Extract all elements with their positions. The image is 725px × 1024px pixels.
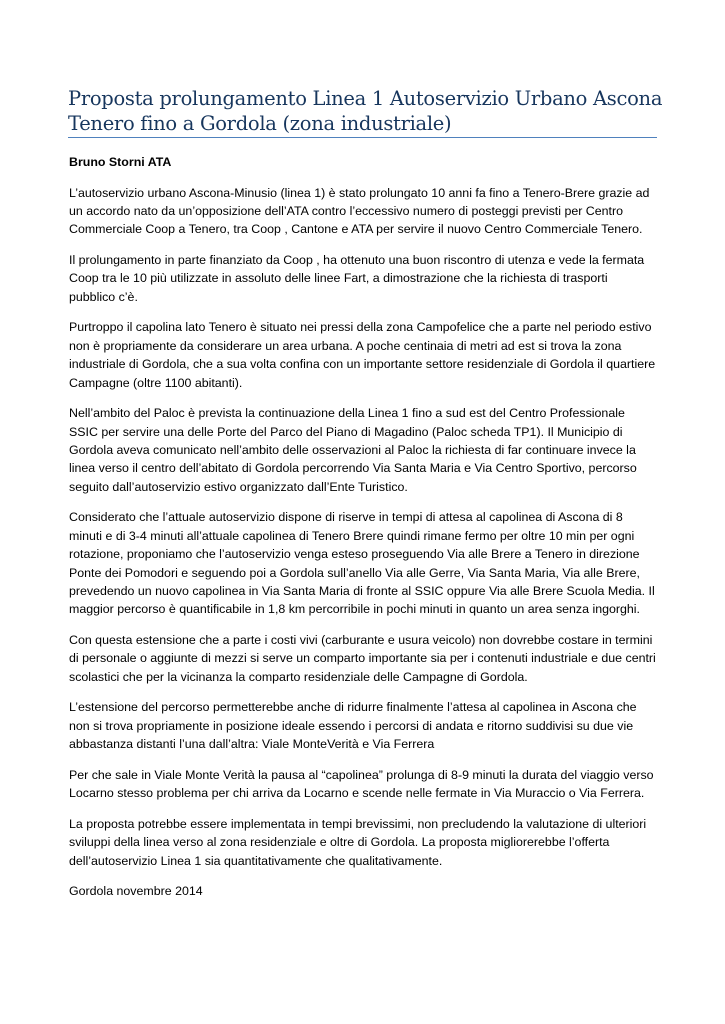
paragraph: La proposta potrebbe essere implementata in tempi brevissimi, non precludendo la valutazione di ulteriori sviluppi della linea verso al zona residenziale e oltre di Gordola. La proposta migliorerebbe l’offerta dell’autoservizio Linea 1 sia quantitativamente che qualitativamente. [69, 816, 647, 868]
author-line: Bruno Storni ATA [69, 155, 172, 169]
paragraph: Considerato che l’attuale autoservizio dispone di riserve in tempi di attesa al capolinea di Ascona di 8 minuti e di 3-4 minuti all’attuale capolinea di Tenero Brere quindi rimane fermo per oltre 10 min per ogni rotazione, proponiamo che l’autoservizio venga esteso proseguendo Via alle Brere a Tenero in direzione Ponte dei Pomodori e seguendo poi a Gordola sull’anello Via alle Gerre, Via Santa Maria, Via alle Brere, prevedendo un nuovo capolinea in Via Santa Maria di fronte al SSIC oppure Via alle Brere Scuola Media. Il maggior percorso è quantificabile in 1,8 km percorribile in pochi minuti in quanto un area senza ingorghi. [69, 510, 655, 617]
paragraph: Con questa estensione che a parte i costi vivi (carburante e usura veicolo) non dovrebbe costare in termini di personale o aggiunte di mezzi si serve un comparto importante sia per i contenuti industriale e due centri scolastici che per la vicinanza la comparto residenziale delle Campagne di Gordola. [69, 633, 656, 684]
paragraph: Nell’ambito del Paloc è prevista la continuazione della Linea 1 fino a sud est del Centro Professionale SSIC per servire una delle Porte del Parco del Piano di Magadino (Paloc scheda TP1). Il Municipio di Gordola aveva comunicato nell’ambito delle osservazioni al Paloc la richiesta di far continuare invece la linea verso il centro dell’abitato di Gordola percorrendo Via Santa Maria e Via Centro Sportivo, percorso seguito dall’autoservizio estivo organizzato dall’Ente Turistico. [69, 406, 637, 494]
paragraph: Il prolungamento in parte finanziato da Coop , ha ottenuto una buon riscontro di utenza e vede la fermata Coop tra le 10 più utilizzate in assoluto delle linee Fart, a dimostrazione che la richiesta di trasporti pubblico c’è. [69, 253, 645, 304]
paragraph: Purtroppo il capolina lato Tenero è situato nei pressi della zona Campofelice che a parte nel periodo estivo non è propriamente da considerare un area urbana. A poche centinaia di metri ad est si trova la zona industriale di Gordola, che a sua volta confina con un importante settore residenziale di Gordola il quartiere Campagne (oltre 1100 abitanti). [69, 320, 656, 390]
document-title: Proposta prolungamento Linea 1 Autoservizio Urbano Ascona Tenero fino a Gordola (zona industriale) [68, 87, 663, 135]
document-body [69, 153, 657, 913]
paragraph: L’estensione del percorso permetterebbe anche di ridurre finalmente l’attesa al capolinea in Ascona che non si trova propriamente in posizione ideale essendo i percorsi di andata e ritorno suddivisi su due vie abbastanza distanti l’una dall’altra: Viale MonteVerità e Via Ferrera [69, 700, 637, 752]
signoff: Gordola novembre 2014 [69, 884, 203, 899]
title-underline [68, 137, 657, 138]
paragraph: Per che sale in Viale Monte Verità la pausa al “capolinea” prolunga di 8-9 minuti la durata del viaggio verso Locarno stesso problema per chi arriva da Locarno e scende nelle fermate in Via Muraccio o Via Ferrera. [69, 767, 654, 801]
paragraph: L’autoservizio urbano Ascona-Minusio (linea 1) è stato prolungato 10 anni fa fino a Tenero-Brere grazie ad un accordo nato da un’opposizione dell’ATA contro l’eccessivo numero di posteggi previsti per Centro Commerciale Coop a Tenero, tra Coop , Cantone e ATA per servire il nuovo Centro Commerciale Tenero. [69, 185, 650, 237]
